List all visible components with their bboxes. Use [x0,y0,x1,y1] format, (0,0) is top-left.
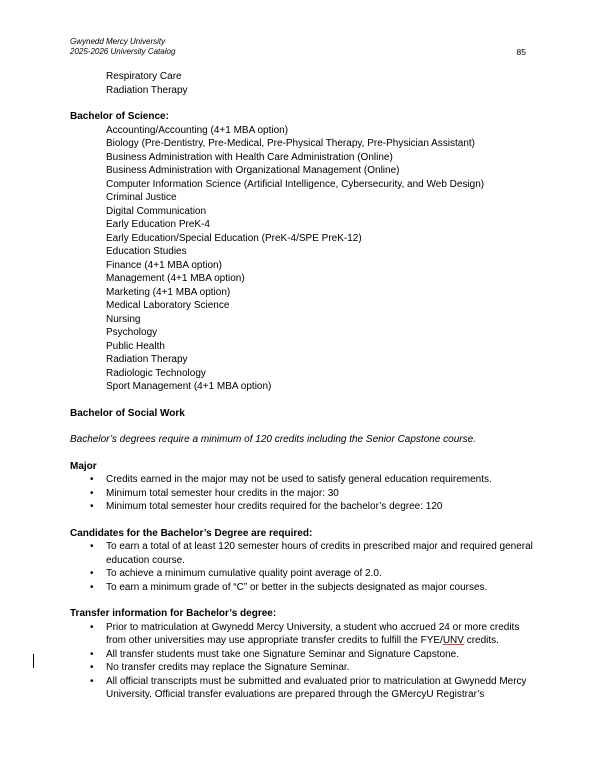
list-item: Digital Communication [106,205,207,217]
list-item: Business Administration with Health Care Administration (Online) [106,151,393,163]
candidates-heading: Candidates for the Bachelor’s Degree are required: [70,527,313,539]
list-item: • To achieve a minimum cumulative quality point average of 2.0. [90,568,382,579]
unv-spellcheck-word: UNV [442,635,464,646]
list-item: • Credits earned in the major may not be used to satisfy general education requirements. [90,474,492,485]
bullet-glyph: • [90,501,94,512]
bullet-glyph: • [90,581,94,593]
bullet-glyph: • [90,662,94,673]
bs-program-list [70,124,540,394]
list-item: • All transfer students must take one Signature Seminar and Signature Capstone. [90,648,459,660]
list-item: Respiratory Care [106,71,182,82]
list-item: • All official transcripts must be submitted and evaluated prior to matriculation at Gwynedd Mercy University. Official transfer evaluations are prepared through the GMercyU Registrar’s [90,675,527,700]
list-item: Management (4+1 MBA option) [106,273,245,284]
bsw-heading: Bachelor of Social Work [70,407,185,419]
bullet-glyph: • [90,648,94,660]
list-item: Nursing [106,313,141,325]
list-item: • Prior to matriculation at Gwynedd Mercy University, a student who accrued 24 or more credits from other universities may use appropriate transfer credits to fulfill the FYE/UNV credits. [90,621,520,646]
list-item: Medical Laboratory Science [106,300,230,311]
bullet-glyph: • [90,621,94,633]
list-item: Marketing (4+1 MBA option) [106,286,231,298]
document-body [70,70,540,702]
list-item: Early Education PreK-4 [106,219,210,230]
page-number: 85 [516,47,526,57]
list-item: Radiologic Technology [106,367,206,379]
bullet-glyph: • [90,474,94,485]
bs-heading: Bachelor of Science: [70,111,169,122]
header-catalog: 2025-2026 University Catalog [70,47,176,56]
list-item: • Minimum total semester hour credits in the major: 30 [90,487,339,499]
list-item: • No transfer credits may replace the Signature Seminar. [90,662,350,673]
list-item: Sport Management (4+1 MBA option) [106,381,272,392]
transfer-bullet-list [70,621,540,702]
list-item: Education Studies [106,246,187,257]
list-item: Computer Information Science (Artificial Intelligence, Cybersecurity, and Web Design) [106,178,485,190]
bullet-glyph: • [90,568,94,579]
list-item: Radiation Therapy [106,84,188,96]
continued-program-list [70,70,540,97]
transfer-heading: Transfer information for Bachelor’s degree: [70,608,277,619]
list-item: • To earn a total of at least 120 semester hours of credits in prescribed major and required general education course. [90,541,533,566]
change-bar [33,654,34,668]
list-item: Biology (Pre-Dentistry, Pre-Medical, Pre-Physical Therapy, Pre-Physician Assistant) [106,138,476,149]
list-item: Public Health [106,340,165,352]
bullet-glyph: • [90,541,94,552]
list-item: Business Administration with Organizational Management (Online) [106,165,400,176]
list-item: Criminal Justice [106,192,177,203]
major-bullet-list [70,473,540,514]
list-item: • Minimum total semester hour credits required for the bachelor’s degree: 120 [90,501,443,512]
candidates-bullet-list [70,540,540,594]
header-university: Gwynedd Mercy University [70,37,166,46]
list-item: Psychology [106,327,158,338]
bullet-glyph: • [90,487,94,499]
list-item: Accounting/Accounting (4+1 MBA option) [106,124,289,136]
list-item: Radiation Therapy [106,354,188,365]
list-item: Early Education/Special Education (PreK-4/SPE PreK-12) [106,232,362,244]
major-heading: Major [70,460,97,472]
list-item: • To earn a minimum grade of “C” or better in the subjects designated as major courses. [90,581,488,593]
list-item: Finance (4+1 MBA option) [106,259,222,271]
bullet-glyph: • [90,675,94,687]
credits-note: Bachelor’s degrees require a minimum of 120 credits including the Senior Capstone course. [70,434,476,445]
